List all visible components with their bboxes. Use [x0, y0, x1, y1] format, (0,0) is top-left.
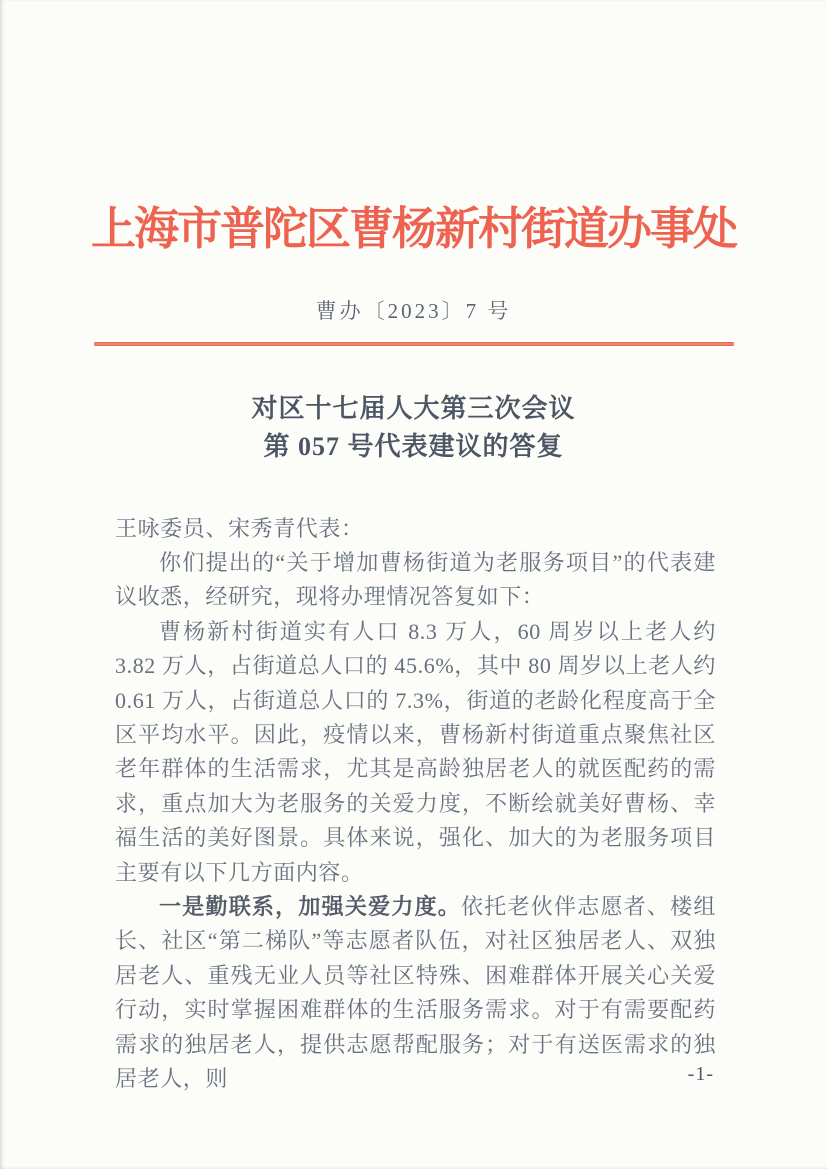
document-body [115, 512, 716, 1097]
paragraph-measure-one-text: 依托老伙伴志愿者、楼组长、社区“第二梯队”等志愿者队伍，对社区独居老人、双独居老人、重残无业人员等社区特殊、困难群体开展关心关爱行动，实时掌握困难群体的生活服务需求。对于有需要配药需求的独居老人，提供志愿帮配服务；对于有送医需求的独居老人，则 [115, 893, 716, 1091]
salutation: 王咏委员、宋秀青代表： [115, 515, 364, 541]
letterhead-divider [94, 342, 734, 346]
doc-title-line-1: 对区十七届人大第三次会议 [251, 393, 576, 423]
paragraph-bold-lead: 一是勤联系，加强关爱力度。 [159, 893, 462, 919]
page-number: -1- [687, 1063, 714, 1085]
paragraph-measure-one [115, 890, 716, 1096]
letterhead-org-name: 上海市普陀区曹杨新村街道办事处 [90, 204, 736, 254]
paragraph-intro: 你们提出的“关于增加曹杨街道为老服务项目”的代表建议收悉，经研究，现将办理情况答复如下： [115, 549, 716, 610]
doc-title-line-2: 第 057 号代表建议的答复 [263, 431, 564, 461]
doc-number: 曹办〔2023〕7 号 [315, 298, 512, 323]
doc-title [0, 390, 827, 466]
paragraph-statistics: 曹杨新村街道实有人口 8.3 万人，60 周岁以上老人约 3.82 万人，占街道总人口的 45.6%，其中 80 周岁以上老人约 0.61 万人，占街道总人口的 7.3%，街道的老龄化程度高于全区平均水平。因此，疫情以来，曹杨新村街道重点聚焦社区老年群体的生活需求，尤其是高龄独居老人的就医配药的需求，重点加大为老服务的关爱力度，不断绘就美好曹杨、幸福生活的美好图景。具体来说，强化、加大的为老服务项目主要有以下几方面内容。 [115, 618, 716, 885]
